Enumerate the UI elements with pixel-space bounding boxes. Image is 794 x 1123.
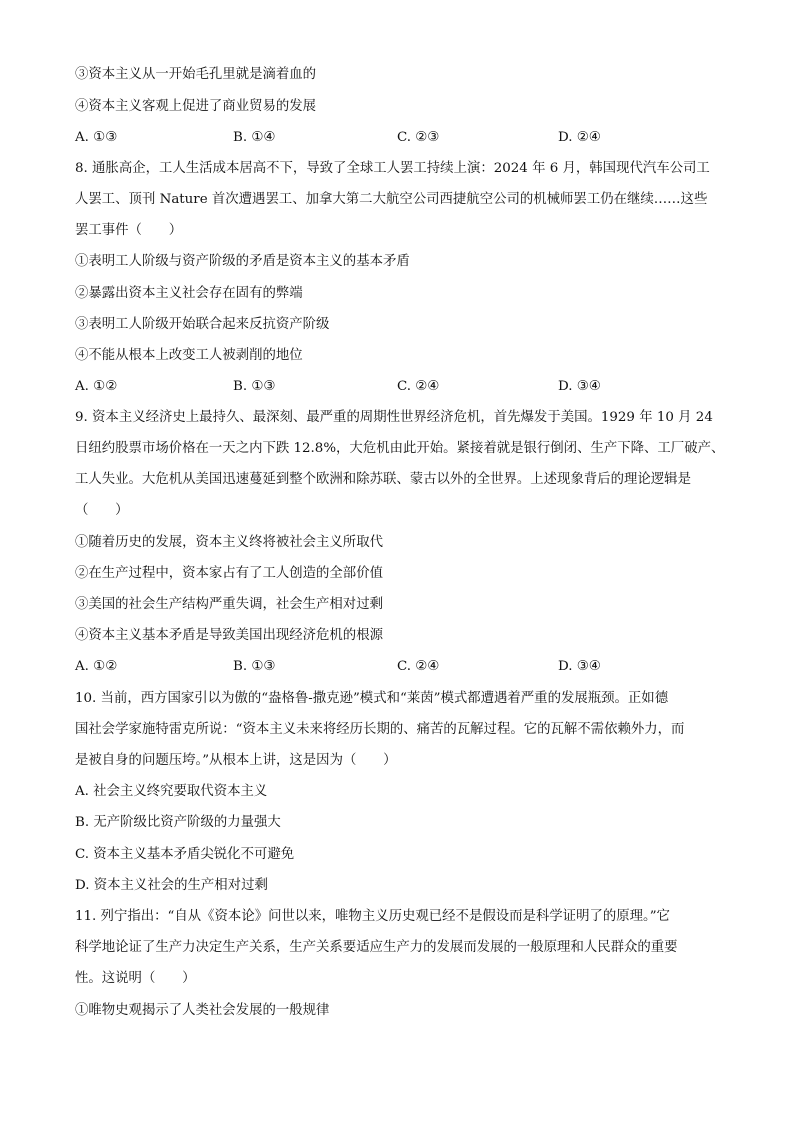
- q9-options: [75, 658, 725, 676]
- q8-item-4: ④不能从根本上改变工人被剥削的地位: [75, 348, 303, 363]
- q8-stem-line-3: 罢工事件（ ）: [75, 223, 183, 238]
- q11-stem-line-1: 11. 列宁指出：“自从《资本论》问世以来，唯物主义历史观已经不是假设而是科学证明了的原理。”它: [75, 909, 670, 924]
- q8-option-a: A. ①②: [75, 379, 118, 394]
- q9-option-d: D. ③④: [558, 659, 601, 674]
- q9-option-b: B. ①③: [233, 659, 276, 674]
- q8-option-d: D. ③④: [558, 379, 601, 394]
- q7-option-a: A. ①③: [75, 130, 118, 145]
- q8-item-1: ①表明工人阶级与资产阶级的矛盾是资本主义的基本矛盾: [75, 254, 410, 269]
- q10-choice-a: A. 社会主义终究要取代资本主义: [75, 784, 268, 799]
- q10-choice-c: C. 资本主义基本矛盾尖锐化不可避免: [75, 847, 295, 862]
- q7-option-b: B. ①④: [233, 130, 276, 145]
- q9-option-a: A. ①②: [75, 659, 118, 674]
- q7-option-d: D. ②④: [558, 130, 601, 145]
- q11-stem-line-2: 科学地论证了生产力决定生产关系，生产关系要适应生产力的发展而发展的一般原理和人民群众的重要: [75, 940, 678, 955]
- q9-item-2: ②在生产过程中，资本家占有了工人创造的全部价值: [75, 566, 383, 581]
- q10-choice-d: D. 资本主义社会的生产相对过剩: [75, 878, 268, 893]
- q10-stem-line-1: 10. 当前，西方国家引以为傲的“盎格鲁-撒克逊”模式和“莱茵”模式都遭遇着严重的发展瓶颈。正如德: [75, 691, 669, 706]
- q9-item-4: ④资本主义基本矛盾是导致美国出现经济危机的根源: [75, 628, 383, 643]
- q8-option-b: B. ①③: [233, 379, 276, 394]
- q9-stem-line-4: （ ）: [75, 503, 129, 518]
- q8-item-2: ②暴露出资本主义社会存在固有的弊端: [75, 286, 303, 301]
- q7-item-3: ③资本主义从一开始毛孔里就是滴着血的: [75, 67, 317, 82]
- q9-option-c: C. ②④: [397, 659, 440, 674]
- q10-stem-line-3: 是被自身的问题压垮。”从根本上讲，这是因为（ ）: [75, 753, 397, 768]
- q7-option-c: C. ②③: [397, 130, 440, 145]
- q9-stem-line-2: 日纽约股票市场价格在一天之内下跌 12.8%，大危机由此开始。紧接着就是银行倒闭、生产下降、工厂破产、: [75, 441, 725, 456]
- q9-item-1: ①随着历史的发展，资本主义终将被社会主义所取代: [75, 535, 383, 550]
- q11-stem-line-3: 性。这说明（ ）: [75, 971, 196, 986]
- q9-item-3: ③美国的社会生产结构严重失调，社会生产相对过剩: [75, 597, 383, 612]
- q7-options: [75, 129, 725, 147]
- q9-stem-line-1: 9. 资本主义经济史上最持久、最深刻、最严重的周期性世界经济危机，首先爆发于美国。1929 年 10 月 24: [75, 410, 713, 425]
- q10-choice-b: B. 无产阶级比资产阶级的力量强大: [75, 815, 281, 830]
- q8-option-c: C. ②④: [397, 379, 440, 394]
- q10-stem-line-2: 国社会学家施特雷克所说：“资本主义未来将经历长期的、痛苦的瓦解过程。它的瓦解不需依赖外力，而: [75, 722, 685, 737]
- q8-item-3: ③表明工人阶级开始联合起来反抗资产阶级: [75, 317, 330, 332]
- q8-stem-line-2: 人罢工、顶刊 Nature 首次遭遇罢工、加拿大第二大航空公司西捷航空公司的机械师罢工仍在继续……这些: [75, 192, 708, 207]
- q9-stem-line-3: 工人失业。大危机从美国迅速蔓延到整个欧洲和除苏联、蒙古以外的全世界。上述现象背后的理论逻辑是: [75, 472, 691, 487]
- q8-options: [75, 378, 725, 396]
- q8-stem-line-1: 8. 通胀高企，工人生活成本居高不下，导致了全球工人罢工持续上演：2024 年 6 月，韩国现代汽车公司工: [75, 161, 710, 176]
- q11-item-1: ①唯物史观揭示了人类社会发展的一般规律: [75, 1003, 330, 1018]
- q7-item-4: ④资本主义客观上促进了商业贸易的发展: [75, 99, 317, 114]
